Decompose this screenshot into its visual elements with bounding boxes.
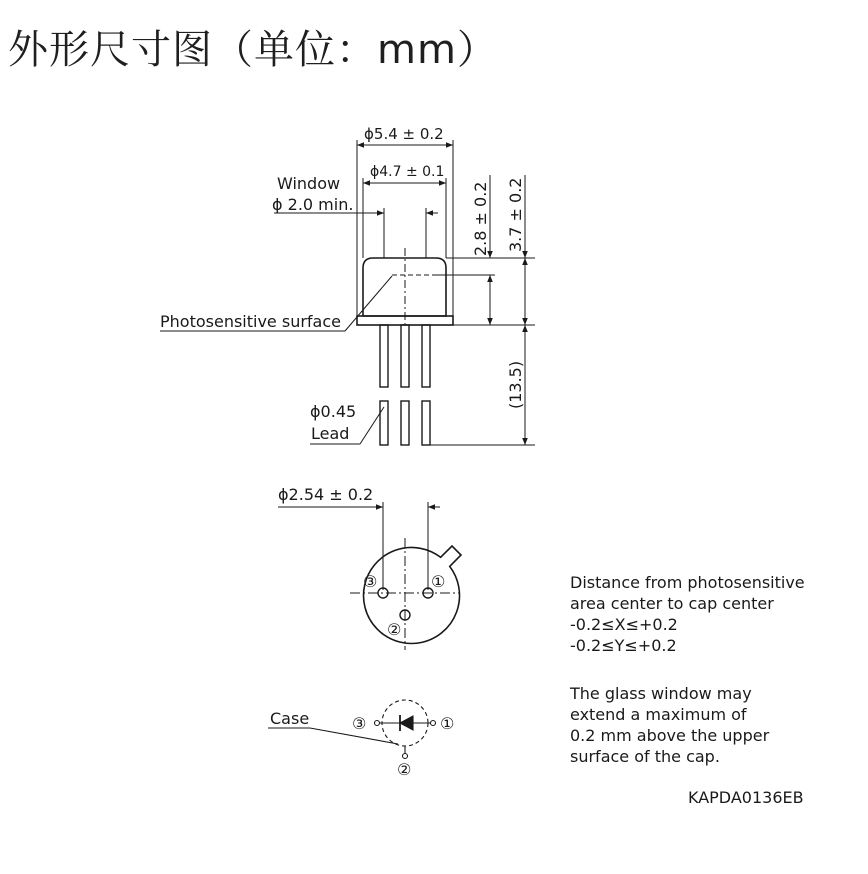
- surface-height-label: 2.8 ± 0.2: [471, 181, 490, 256]
- cap-diameter-label: ϕ5.4 ± 0.2: [364, 125, 444, 143]
- cap-height-label: 3.7 ± 0.2: [506, 177, 525, 252]
- note-line: area center to cap center: [570, 594, 774, 613]
- pin-3-number: ③: [363, 572, 378, 591]
- pin-1-number: ①: [431, 572, 446, 591]
- diode-symbol: [400, 716, 413, 730]
- lead-label: Lead: [311, 424, 350, 443]
- lead-left-upper: [380, 325, 388, 387]
- note-line: -0.2≤Y≤+0.2: [570, 636, 677, 655]
- schematic-pin-3: ③: [352, 714, 367, 733]
- note-line: extend a maximum of: [570, 705, 747, 724]
- lead-diameter-label: ϕ0.45: [310, 402, 357, 421]
- note-line: 0.2 mm above the upper: [570, 726, 770, 745]
- surface-label: Photosensitive surface: [160, 312, 341, 331]
- case-label: Case: [270, 709, 310, 728]
- lead-length-label: (13.5): [506, 360, 525, 409]
- window-label: Window: [277, 174, 341, 193]
- schematic-pin-1: ①: [440, 714, 455, 733]
- note-line: The glass window may: [570, 684, 752, 703]
- note-line: surface of the cap.: [570, 747, 720, 766]
- page-title: 外形尺寸图（单位：mm）: [8, 27, 498, 73]
- schematic-pin-2: ②: [397, 760, 412, 779]
- note-line: -0.2≤X≤+0.2: [570, 615, 678, 634]
- note-line: Distance from photosensitive: [570, 573, 805, 592]
- drawing-code: KAPDA0136EB: [688, 788, 804, 807]
- lead-right-upper: [422, 325, 430, 387]
- window-min-label: ϕ 2.0 min.: [272, 195, 354, 214]
- lead-center-upper: [401, 325, 409, 387]
- pin-2-number: ②: [387, 620, 402, 639]
- distance-note: [570, 572, 805, 656]
- pin-pitch-label: ϕ2.54 ± 0.2: [278, 485, 374, 504]
- window-opening-label: ϕ4.7 ± 0.1: [370, 164, 445, 180]
- lead-right-lower: [422, 401, 430, 445]
- lead-center-lower: [401, 401, 409, 445]
- glass-window-note: [570, 683, 769, 767]
